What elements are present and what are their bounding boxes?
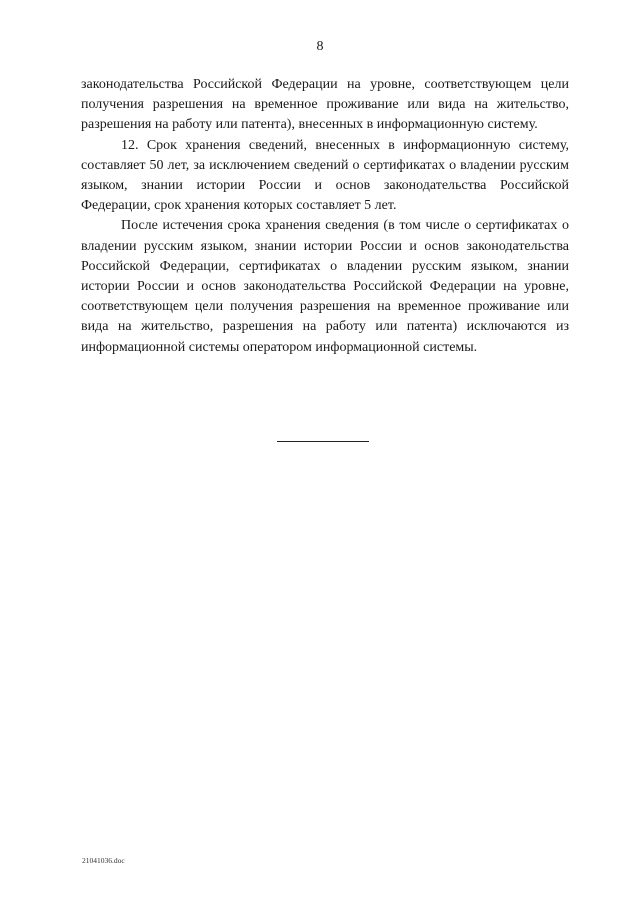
document-file-id: 21041036.doc [82, 856, 125, 865]
paragraph-after-expiry: После истечения срока хранения сведения (в том числе о сертификатах о владении русским языком, знании истории России и основ законодательства Российской Федерации, сертификатах о владении русским языком, знании истории России и основ законодательства Российской Федерации на уровне, соответствующем цели получения разрешения на временное проживание или вида на жительство, разрешения на работу или патента) исключаются из информационной системы оператором информационной системы. [81, 218, 569, 355]
end-of-document-rule [277, 441, 369, 442]
document-body [81, 75, 569, 358]
paragraph-continuation: законодательства Российской Федерации на уровне, соответствующем цели получения разрешения на временное проживание или вида на жительство, разрешения на работу или патента), внесенных в информационную систему. [81, 77, 569, 133]
paragraph-item-12: 12. Срок хранения сведений, внесенных в информационную систему, составляет 50 лет, за исключением сведений о сертификатах о владении русским языком, знании истории России и основ законодательства Российской Федерации, срок хранения которых составляет 5 лет. [81, 137, 569, 214]
page-number: 8 [316, 39, 324, 54]
